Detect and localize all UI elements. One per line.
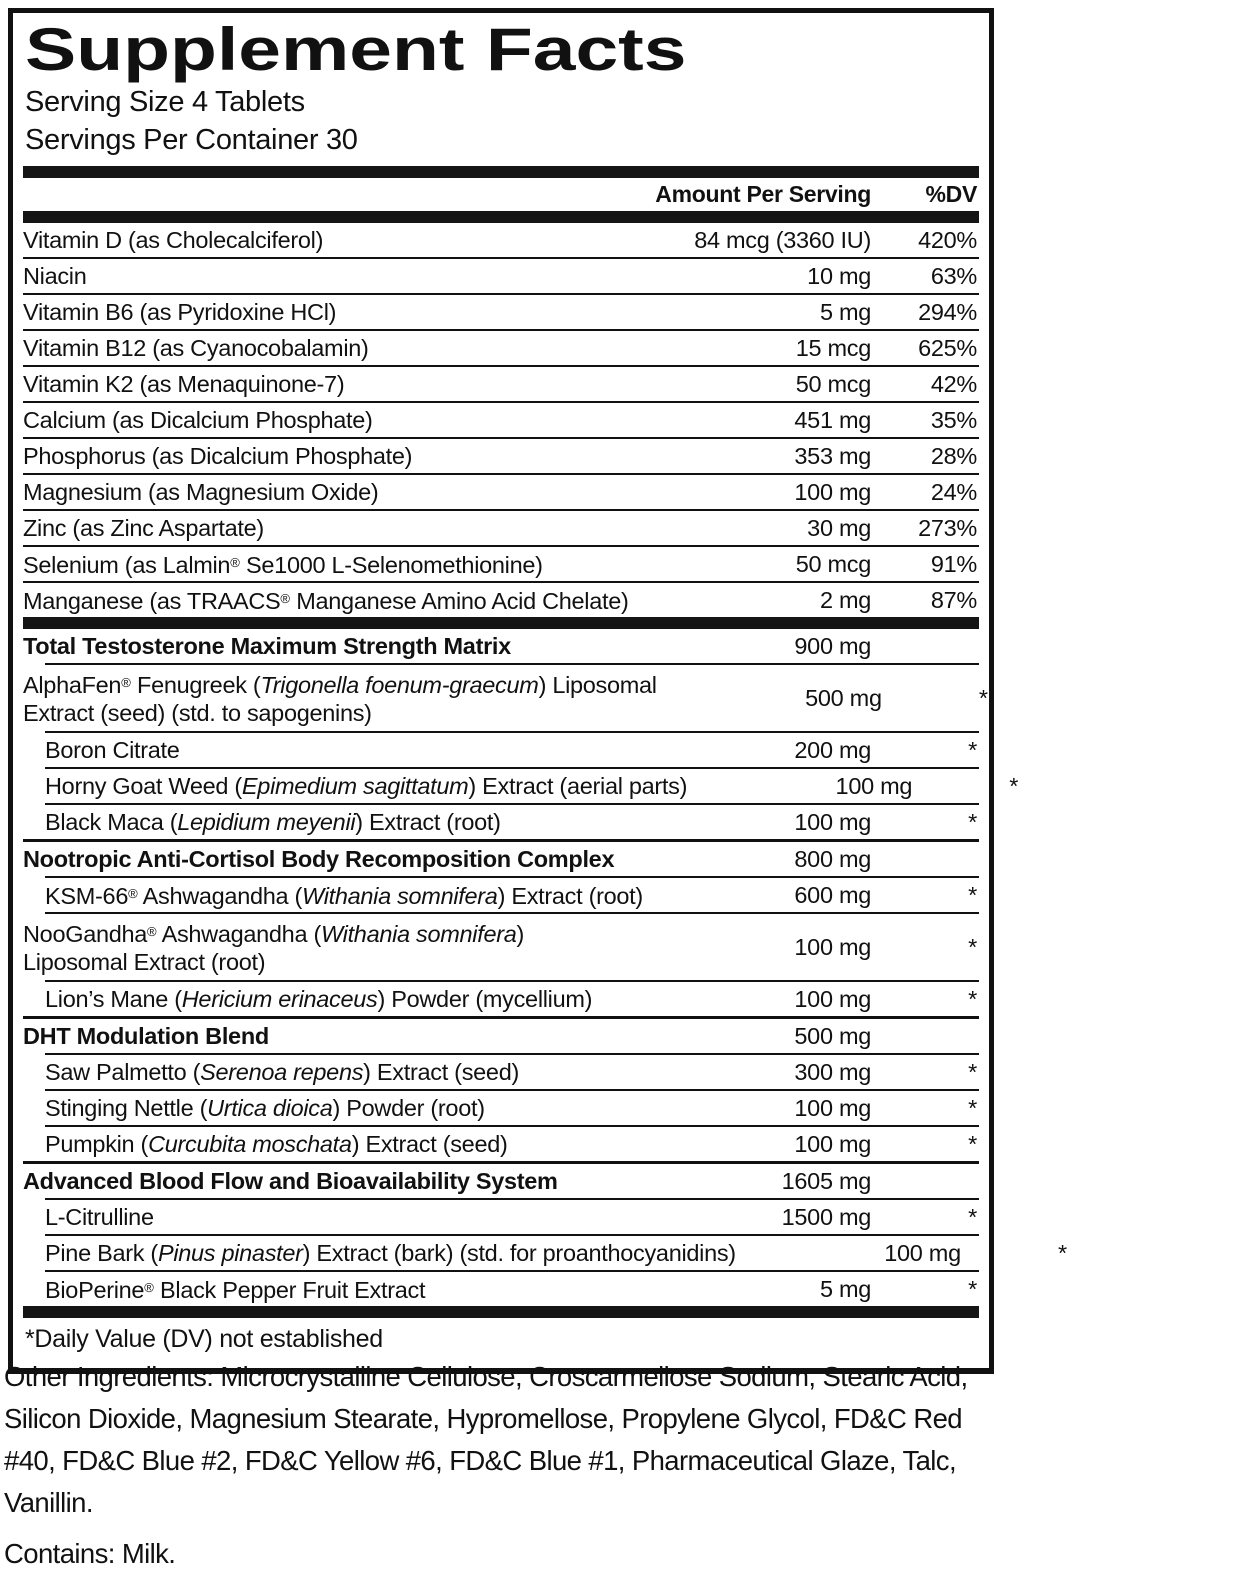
nutrient-row-dv: 24% — [930, 478, 977, 505]
ingredient-row-dv: * — [968, 1130, 977, 1157]
ingredient-row — [23, 805, 979, 839]
nutrient-row-name: Vitamin B6 (as Pyridoxine HCl) — [23, 299, 337, 325]
blend-title: Advanced Blood Flow and Bioavailability System — [23, 1168, 558, 1194]
footnote: *Daily Value (DV) not established — [25, 1325, 383, 1353]
blend-title: Total Testosterone Maximum Strength Matrix — [23, 633, 511, 659]
ingredient-row — [23, 769, 1019, 803]
ingredient-row-dv: * — [968, 985, 977, 1012]
blend-header-row — [23, 842, 979, 876]
nutrient-row-amount: 50 mcg — [795, 550, 871, 577]
ingredient-row-amount: 100 mg — [794, 985, 871, 1012]
ingredient-row — [23, 878, 979, 912]
nutrient-row-dv: 28% — [930, 442, 977, 469]
ingredient-row-dv: * — [968, 881, 977, 908]
nutrient-row-name: Vitamin B12 (as Cyanocobalamin) — [23, 335, 369, 361]
serving-size: Serving Size 4 Tablets — [25, 86, 305, 118]
nutrient-row-dv: 625% — [918, 334, 977, 361]
nutrient-row-dv: 42% — [930, 370, 977, 397]
below-panel-text — [4, 1356, 1000, 1575]
ingredient-row — [23, 733, 979, 767]
ingredient-row-dv: * — [968, 1058, 977, 1085]
nutrient-row-amount: 451 mg — [794, 406, 871, 433]
ingredient-row-amount: 600 mg — [794, 881, 871, 908]
nutrient-row — [23, 547, 979, 581]
nutrient-row — [23, 583, 979, 617]
other-ingredients: Other Ingredients: Microcrystalline Cellulose, Croscarmellose Sodium, Stearic Acid, Silicon Dioxide, Magnesium Stearate, Hypromellose, Propylene Glycol, FD&C Red #40, FD&C Blue #2, FD&C Yellow #6, FD&C Blue #1, Pharmaceutical Glaze, Talc, Vanillin. — [4, 1361, 968, 1518]
blend-amount: 500 mg — [794, 1022, 871, 1049]
ingredient-row-amount: 200 mg — [794, 736, 871, 763]
nutrient-row-amount: 100 mg — [794, 478, 871, 505]
nutrient-row-name: Zinc (as Zinc Aspartate) — [23, 515, 264, 541]
servings-per-container: Servings Per Container 30 — [25, 124, 358, 156]
ingredient-row-name: BioPerine® Black Pepper Fruit Extract — [45, 1277, 426, 1303]
thick-separator-bar — [23, 1306, 979, 1318]
ingredient-row-amount: 100 mg — [835, 772, 913, 799]
ingredient-row-amount: 500 mg — [805, 684, 882, 711]
ingredient-row-amount: 100 mg — [884, 1239, 961, 1266]
ingredient-row — [23, 1127, 979, 1161]
nutrient-row — [23, 403, 979, 437]
ingredient-row-dv: * — [978, 684, 988, 711]
nutrient-row-dv: 87% — [930, 586, 977, 613]
blend-header-row — [23, 629, 979, 663]
ingredient-row-dv: * — [968, 1203, 977, 1230]
ingredient-row — [23, 665, 988, 731]
nutrient-row-dv: 273% — [918, 514, 977, 541]
nutrient-list — [23, 223, 979, 617]
nutrient-row-amount: 15 mcg — [795, 334, 871, 361]
ingredient-row — [23, 1200, 979, 1234]
blend-header-row — [23, 1164, 979, 1198]
nutrient-row — [23, 367, 979, 401]
thick-separator-bar — [23, 617, 979, 629]
nutrient-row — [23, 439, 979, 473]
ingredient-row-name: Boron Citrate — [45, 737, 180, 763]
nutrient-row — [23, 259, 979, 293]
ingredient-row — [23, 982, 979, 1016]
blend-header-row — [23, 1019, 979, 1053]
ingredient-row-name: Horny Goat Weed (Epimedium sagittatum) Extract (aerial parts) — [45, 773, 688, 799]
nutrient-row-amount: 84 mcg (3360 IU) — [694, 226, 871, 253]
ingredient-row-amount: 100 mg — [794, 1094, 871, 1121]
nutrient-row — [23, 475, 979, 509]
blend-title: Nootropic Anti-Cortisol Body Recomposition Complex — [23, 846, 615, 872]
nutrient-row-name: Magnesium (as Magnesium Oxide) — [23, 479, 379, 505]
nutrient-row — [23, 295, 979, 329]
ingredient-row-name: Pumpkin (Curcubita moschata) Extract (seed) — [45, 1131, 508, 1157]
nutrient-row-name: Selenium (as Lalmin® Se1000 L-Selenomethionine) — [23, 552, 543, 578]
nutrient-row — [23, 511, 979, 545]
blend-amount: 800 mg — [794, 845, 871, 872]
ingredient-row-dv: * — [1009, 772, 1019, 799]
column-header-amount: Amount Per Serving — [655, 181, 871, 207]
nutrient-row-name: Phosphorus (as Dicalcium Phosphate) — [23, 443, 413, 469]
contains-statement: Contains: Milk. — [4, 1538, 176, 1569]
ingredient-row — [23, 914, 979, 980]
nutrient-row-amount: 2 mg — [819, 586, 871, 613]
nutrient-row-name: Manganese (as TRAACS® Manganese Amino Acid Chelate) — [23, 588, 629, 614]
nutrient-row-amount: 50 mcg — [795, 370, 871, 397]
ingredient-row-name: Saw Palmetto (Serenoa repens) Extract (seed) — [45, 1059, 519, 1085]
nutrient-row-name: Vitamin D (as Cholecalciferol) — [23, 227, 324, 253]
ingredient-row-amount: 5 mg — [819, 1275, 871, 1302]
nutrient-row-name: Niacin — [23, 263, 87, 289]
nutrient-row — [23, 331, 979, 365]
ingredient-row-name: KSM-66® Ashwagandha (Withania somnifera) Extract (root) — [45, 883, 643, 909]
ingredient-row-name: Pine Bark (Pinus pinaster) Extract (bark) (std. for proanthocyanidins) — [45, 1240, 736, 1266]
nutrient-row-dv: 35% — [930, 406, 977, 433]
nutrient-row-dv: 91% — [930, 550, 977, 577]
ingredient-row-dv: * — [968, 1275, 977, 1302]
nutrient-row-amount: 353 mg — [794, 442, 871, 469]
ingredient-row-dv: * — [968, 808, 977, 835]
ingredient-row-dv: * — [968, 736, 977, 763]
thick-separator-bar — [23, 211, 979, 223]
nutrient-row-dv: 294% — [918, 298, 977, 325]
nutrient-row-name: Vitamin K2 (as Menaquinone-7) — [23, 371, 345, 397]
ingredient-row-name: Black Maca (Lepidium meyenii) Extract (root) — [45, 809, 501, 835]
blend-title: DHT Modulation Blend — [23, 1023, 269, 1049]
ingredient-row — [23, 1272, 979, 1306]
blend-list — [23, 629, 1067, 1306]
ingredient-row — [23, 1236, 1067, 1270]
ingredient-row-amount: 1500 mg — [781, 1203, 871, 1230]
ingredient-row-dv: * — [1057, 1239, 1067, 1266]
ingredient-row-name: NooGandha® Ashwagandha (Withania somnifera) Liposomal Extract (root) — [23, 921, 525, 975]
nutrient-row-dv: 420% — [918, 226, 977, 253]
ingredient-row — [23, 1055, 979, 1089]
ingredient-row-amount: 100 mg — [794, 808, 871, 835]
ingredient-row-amount: 100 mg — [794, 1130, 871, 1157]
nutrient-row-amount: 30 mg — [807, 514, 871, 541]
ingredient-row — [23, 1091, 979, 1125]
column-header-dv: %DV — [925, 181, 977, 207]
nutrient-row-name: Calcium (as Dicalcium Phosphate) — [23, 407, 373, 433]
facts-title: Supplement Facts — [25, 16, 687, 83]
ingredient-row-amount: 100 mg — [794, 933, 871, 960]
nutrient-row — [23, 223, 979, 257]
ingredient-row-name: Lion’s Mane (Hericium erinaceus) Powder (mycellium) — [45, 986, 593, 1012]
blend-amount: 1605 mg — [781, 1167, 871, 1194]
blend-amount: 900 mg — [794, 632, 871, 659]
nutrient-row-dv: 63% — [930, 262, 977, 289]
ingredient-row-name: AlphaFen® Fenugreek (Trigonella foenum-graecum) Liposomal Extract (seed) (std. to sapogenins) — [23, 672, 657, 726]
ingredient-row-dv: * — [968, 933, 977, 960]
ingredient-row-amount: 300 mg — [794, 1058, 871, 1085]
column-header-row — [23, 178, 979, 211]
supplement-facts-panel — [8, 8, 1067, 1374]
ingredient-row-name: Stinging Nettle (Urtica dioica) Powder (root) — [45, 1095, 485, 1121]
nutrient-row-amount: 10 mg — [807, 262, 871, 289]
ingredient-row-name: L-Citrulline — [45, 1204, 154, 1230]
thick-separator-bar — [23, 166, 979, 178]
nutrient-row-amount: 5 mg — [819, 298, 871, 325]
ingredient-row-dv: * — [968, 1094, 977, 1121]
